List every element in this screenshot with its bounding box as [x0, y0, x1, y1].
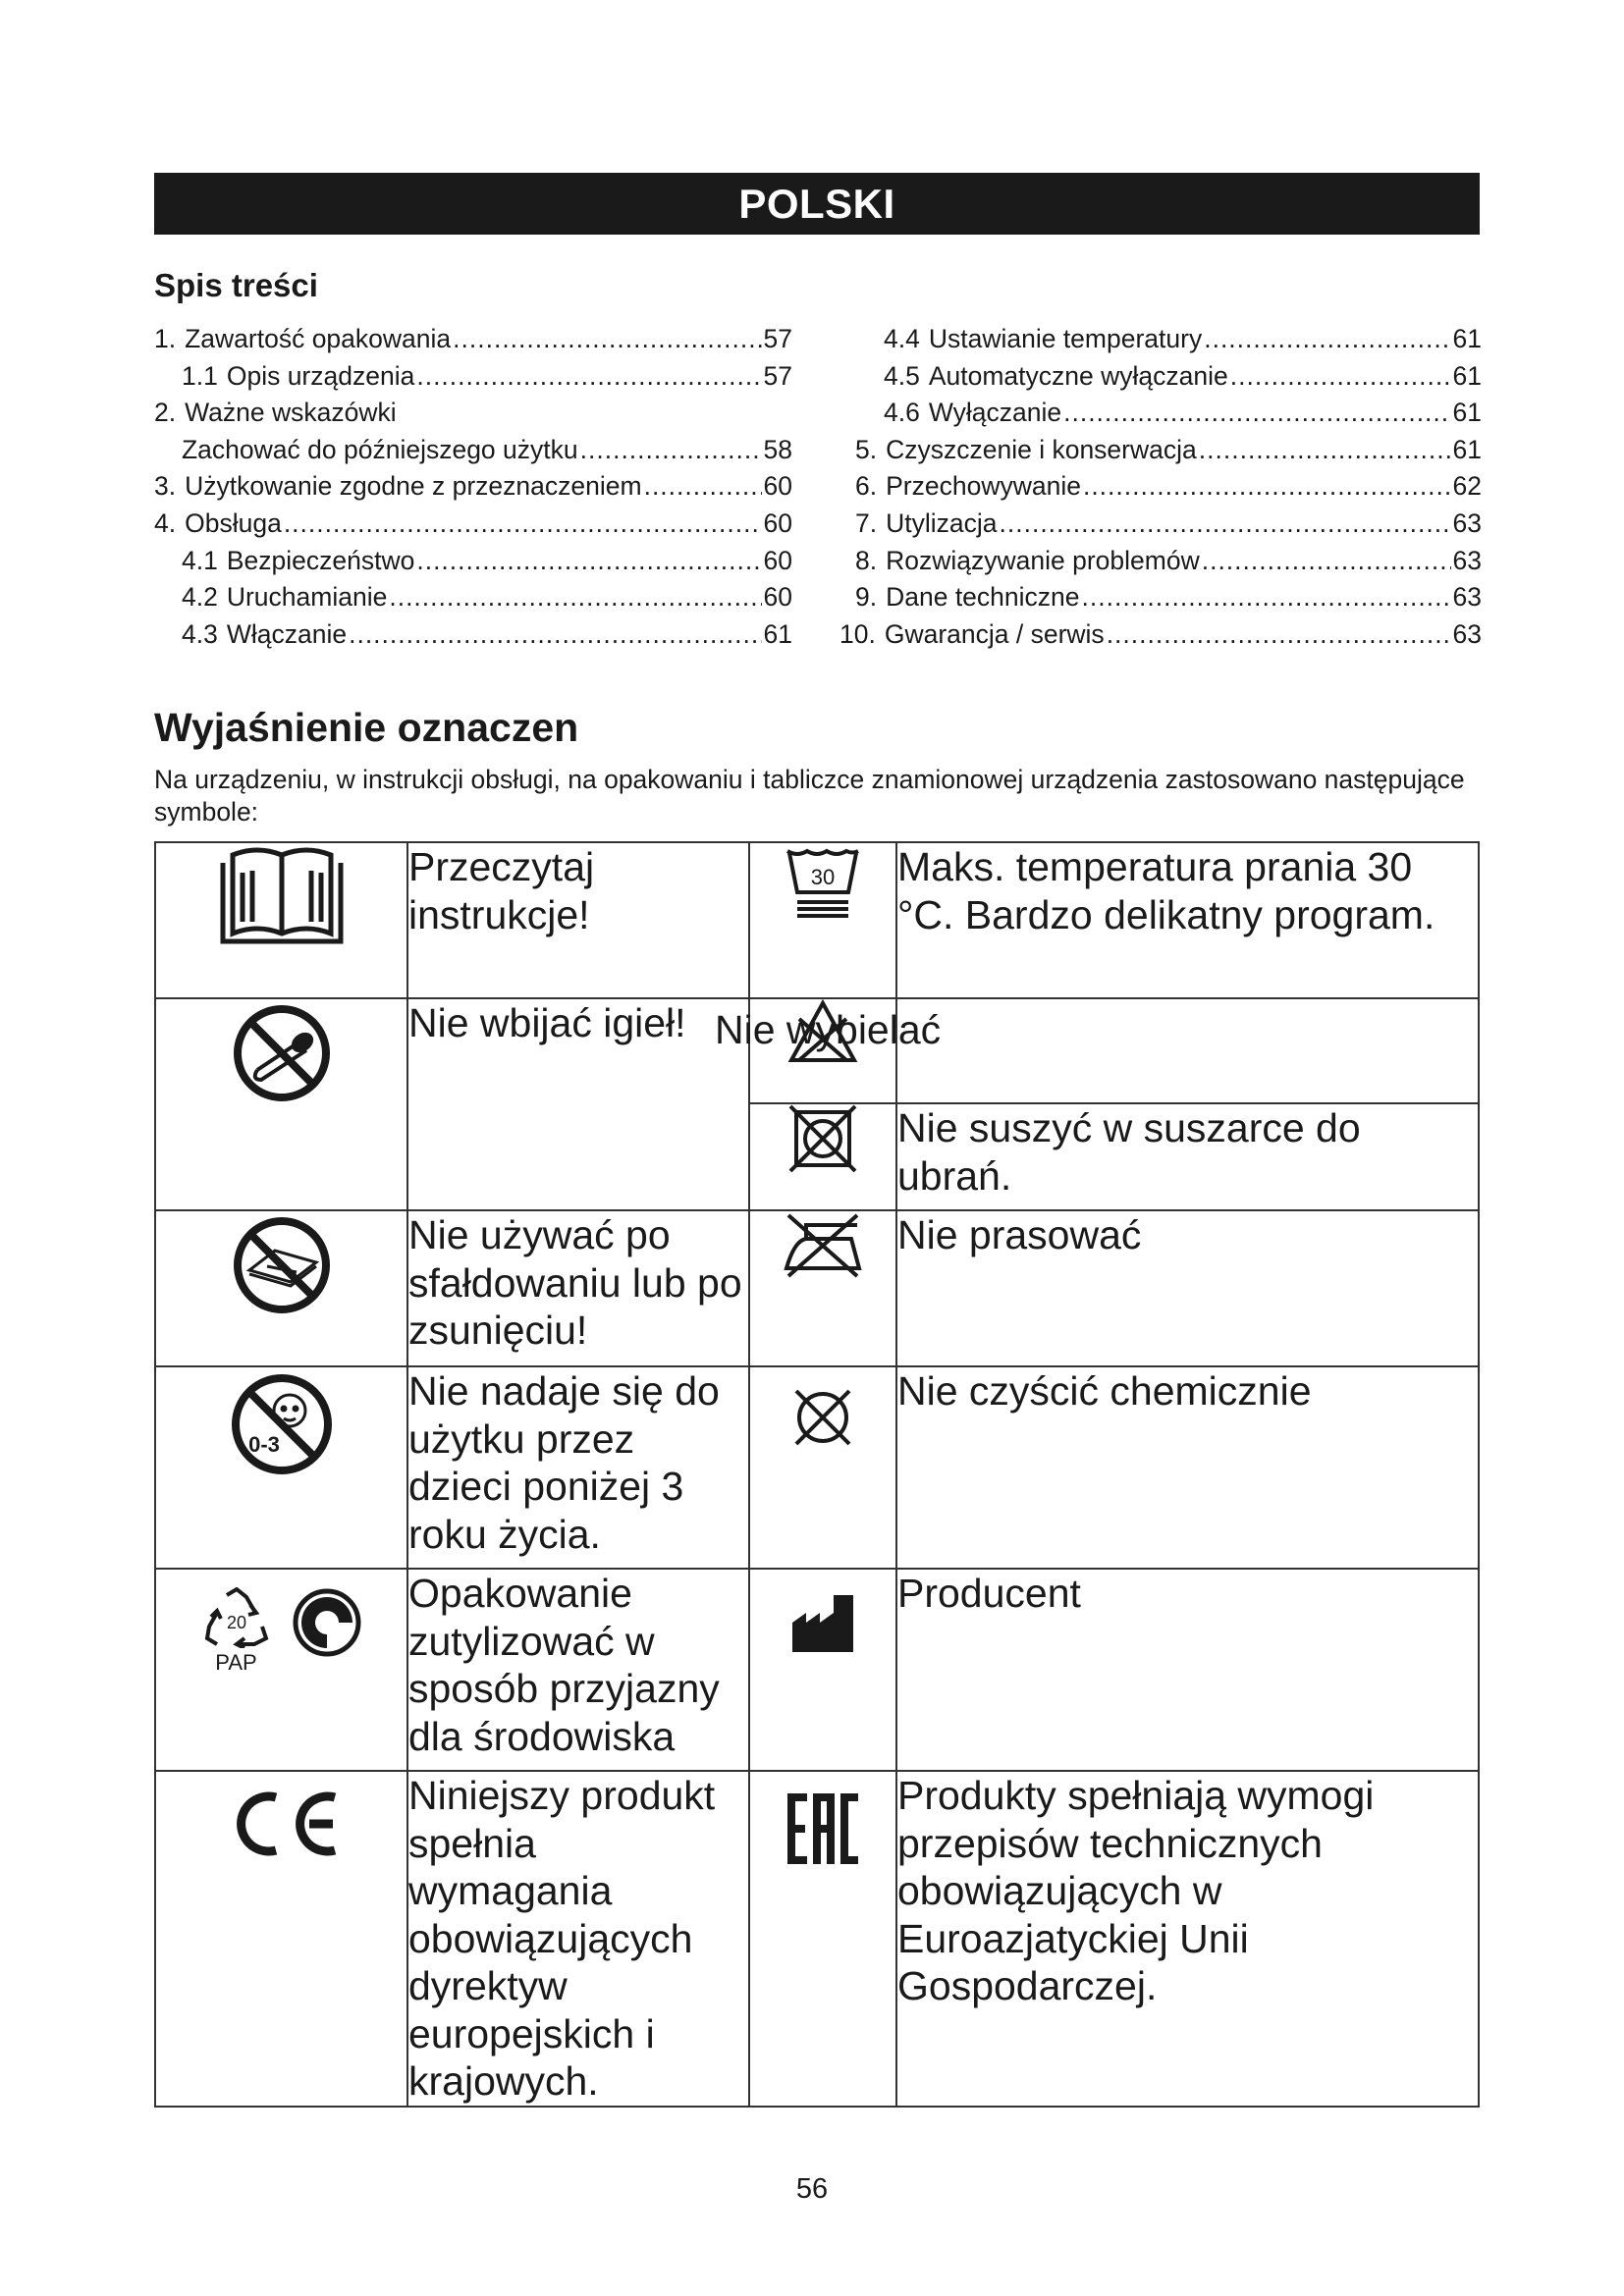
toc-entry-page: 61: [1452, 360, 1482, 391]
manufacturer-text: Producent: [896, 1569, 1479, 1771]
factory-icon: [790, 1593, 855, 1654]
recycle-icon: [201, 1587, 272, 1648]
toc-leader-dots: [1063, 395, 1450, 432]
toc-entry-page: 63: [1452, 545, 1482, 575]
toc-entry-page: 57: [763, 360, 792, 391]
toc-leader-dots: [1199, 432, 1451, 469]
recycle-material-label: PAP: [215, 1650, 257, 1675]
toc-entry-page: 61: [1452, 398, 1482, 428]
recycle-packaging-text: Opakowanie zutylizować w sposób przyjazny dla środowiska: [407, 1569, 749, 1771]
toc-entry-page: 61: [1452, 324, 1482, 353]
wash-30-icon: [784, 843, 862, 922]
toc-entry: [839, 579, 1482, 616]
toc-entry-page: 60: [763, 507, 792, 538]
toc-entry-number: 8.: [855, 545, 878, 575]
toc-entry-label: Uruchamianie: [226, 582, 388, 613]
ce-mark-icon: [223, 1789, 341, 1858]
toc-leader-dots: [416, 358, 761, 396]
toc-entry-number: 3.: [154, 471, 177, 502]
toc-entry-number: 4.5: [884, 360, 920, 391]
icon-cell: [155, 1366, 407, 1569]
no-iron-icon: [781, 1211, 865, 1280]
language-header: [154, 173, 1480, 235]
toc-entry-page: 63: [1452, 582, 1482, 613]
toc-entry: [839, 395, 1482, 432]
toc-entry-label: Zawartość opakowania: [185, 324, 452, 353]
icon-cell: [749, 1569, 896, 1771]
toc-leader-dots: [1000, 506, 1451, 543]
toc-entry-page: 62: [1452, 471, 1482, 502]
no-dry-clean-icon: [790, 1385, 855, 1450]
toc-entry-number: 4.: [154, 507, 177, 538]
icon-cell: [749, 1366, 896, 1569]
toc-title: Spis treści: [154, 267, 318, 303]
toc-entry-label: Zachować do późniejszego użytku: [182, 434, 578, 464]
icon-cell: [749, 1771, 896, 2107]
toc-entry-label: Bezpieczeństwo: [226, 545, 415, 575]
toc-leader-dots: [1230, 358, 1451, 396]
toc-entry-number: 10.: [839, 618, 876, 649]
language-title: POLSKI: [738, 180, 895, 227]
eac-mark-text: Produkty spełniają wymogi przepisów technicznych obowiązujących w Euroazjatyckiej Unii Gospodarczej.: [896, 1771, 1479, 2107]
toc-entry-label: Rozwiązywanie problemów: [886, 545, 1200, 575]
toc-entry: [154, 358, 792, 396]
toc-entry: [839, 468, 1482, 506]
toc-left-column: [154, 321, 792, 653]
toc-entry-page: 63: [1452, 507, 1482, 538]
toc-entry-number: 4.1: [182, 545, 218, 575]
max-wash-30-text: Maks. temperatura prania 30 °C. Bardzo delikatny program.: [896, 842, 1479, 998]
toc-entry-label: Automatyczne wyłączanie: [928, 360, 1228, 391]
no-folded-use-icon: [228, 1211, 336, 1319]
toc-entry-number: 1.1: [182, 360, 218, 391]
green-dot-icon: [292, 1587, 362, 1658]
toc-leader-dots: [1083, 468, 1451, 506]
book-icon: [213, 843, 351, 951]
toc-leader-dots: [416, 543, 761, 580]
toc-entry-page: 61: [763, 618, 792, 649]
toc-entry-number: 1.: [154, 324, 177, 353]
icon-cell: [155, 1771, 407, 2107]
toc-entry-label: Utylizacja: [886, 507, 998, 538]
toc-entry: [154, 432, 792, 469]
toc-entry-page: 60: [763, 471, 792, 502]
toc-entry-number: 6.: [855, 471, 878, 502]
table-row: [155, 1210, 1479, 1366]
no-tumble-dry-icon: [788, 1104, 857, 1173]
toc-entry: [154, 616, 792, 654]
toc-entry-page: 60: [763, 545, 792, 575]
toc-entry-label: Przechowywanie: [886, 471, 1081, 502]
toc-leader-dots: [1082, 579, 1451, 616]
table-row: [155, 842, 1479, 998]
symbols-heading: Wyjaśnienie oznaczen: [154, 705, 579, 750]
toc-entry: [839, 506, 1482, 543]
no-children-text: Nie nadaje się do użytku przez dzieci poniżej 3 roku życia.: [407, 1366, 749, 1569]
toc-entry: [839, 543, 1482, 580]
no-pins-label: Nie wbijać igieł!: [408, 1000, 686, 1045]
read-manual-text: Przeczytaj instrukcje!: [407, 842, 749, 998]
no-pins-icon: [228, 999, 336, 1107]
icon-cell: [155, 998, 407, 1210]
table-row: [155, 1771, 1479, 2107]
toc-entry-label: Włączanie: [226, 618, 348, 649]
toc-entry-label: Użytkowanie zgodne z przeznaczeniem: [185, 471, 642, 502]
toc-leader-dots: [453, 321, 761, 358]
toc-entry-label: Ważne wskazówki: [185, 398, 397, 428]
toc-entry-number: 4.6: [884, 398, 920, 428]
toc-leader-dots: [1202, 543, 1451, 580]
page-number: 56: [795, 2173, 829, 2205]
toc-entry-label: Czyszczenie i konserwacja: [886, 434, 1197, 464]
toc-entry: [839, 432, 1482, 469]
toc-entry-page: 60: [763, 582, 792, 613]
toc-leader-dots: [1107, 616, 1451, 654]
toc-entry: [154, 395, 792, 432]
toc-leader-dots: [349, 616, 761, 654]
toc-entry-label: Ustawianie temperatury: [928, 324, 1203, 353]
toc-leader-dots: [1204, 321, 1450, 358]
toc-entry: [154, 506, 792, 543]
no-tumble-dry-text: Nie suszyć w suszarce do ubrań.: [896, 1103, 1479, 1210]
toc-entry-label: Dane techniczne: [886, 582, 1080, 613]
toc-right-column: [839, 321, 1482, 653]
toc-entry-number: 4.3: [182, 618, 218, 649]
svg-text:0-3: 0-3: [247, 1432, 280, 1457]
toc-entry-page: 58: [763, 434, 792, 464]
toc-entry-number: 7.: [855, 507, 878, 538]
toc-entry-number: 2.: [154, 398, 177, 428]
no-bleach-empty: [896, 998, 1479, 1103]
no-dry-clean-text: Nie czyścić chemicznie: [896, 1366, 1479, 1569]
toc-entry-label: Opis urządzenia: [226, 360, 415, 391]
toc-entry: [839, 358, 1482, 396]
icon-cell: [749, 1210, 896, 1366]
table-row: [155, 1569, 1479, 1771]
icon-cell: [749, 1103, 896, 1210]
toc-entry-number: 5.: [855, 434, 878, 464]
toc-entry-label: Gwarancja / serwis: [884, 618, 1105, 649]
toc-leader-dots: [389, 579, 761, 616]
ce-mark-text: Niniejszy produkt spełnia wymagania obowiązujących dyrektyw europejskich i krajowych.: [407, 1771, 749, 2107]
toc-entry-number: 9.: [855, 582, 878, 613]
no-folded-use-text: Nie używać po sfałdowaniu lub po zsunięciu!: [407, 1210, 749, 1366]
toc-entry: [154, 543, 792, 580]
toc-entry-page: 61: [1452, 434, 1482, 464]
toc-entry-label: Wyłączanie: [928, 398, 1062, 428]
svg-text:20: 20: [226, 1613, 246, 1632]
toc-entry: [154, 579, 792, 616]
toc-entry-number: 4.4: [884, 324, 920, 353]
toc-entry: [839, 616, 1482, 654]
icon-cell: [749, 842, 896, 998]
toc-leader-dots: [644, 468, 762, 506]
toc-entry-page: 63: [1452, 618, 1482, 649]
toc-entry: [154, 468, 792, 506]
table-row: [155, 1366, 1479, 1569]
no-bleach-text: Nie wybielać: [715, 1007, 942, 1052]
no-children-icon: [225, 1367, 339, 1481]
toc-entry-number: 4.2: [182, 582, 218, 613]
toc-entry-label: Obsługa: [185, 507, 282, 538]
icon-cell: [155, 842, 407, 998]
toc-leader-dots: [284, 506, 762, 543]
toc-leader-dots: [580, 432, 762, 469]
eac-mark-icon: [785, 1791, 860, 1866]
toc-entry-page: 57: [763, 324, 792, 353]
toc-entry: [154, 321, 792, 358]
no-pins-text: [407, 998, 749, 1210]
toc-entry: [839, 321, 1482, 358]
icon-cell: [155, 1210, 407, 1366]
icon-cell: [155, 1569, 407, 1771]
symbols-intro: Na urządzeniu, w instrukcji obsługi, na opakowaniu i tabliczce znamionowej urządzenia zastosowano następujące symbole:: [154, 765, 1465, 827]
svg-text:30: 30: [810, 865, 836, 889]
no-iron-text: Nie prasować: [896, 1210, 1479, 1366]
